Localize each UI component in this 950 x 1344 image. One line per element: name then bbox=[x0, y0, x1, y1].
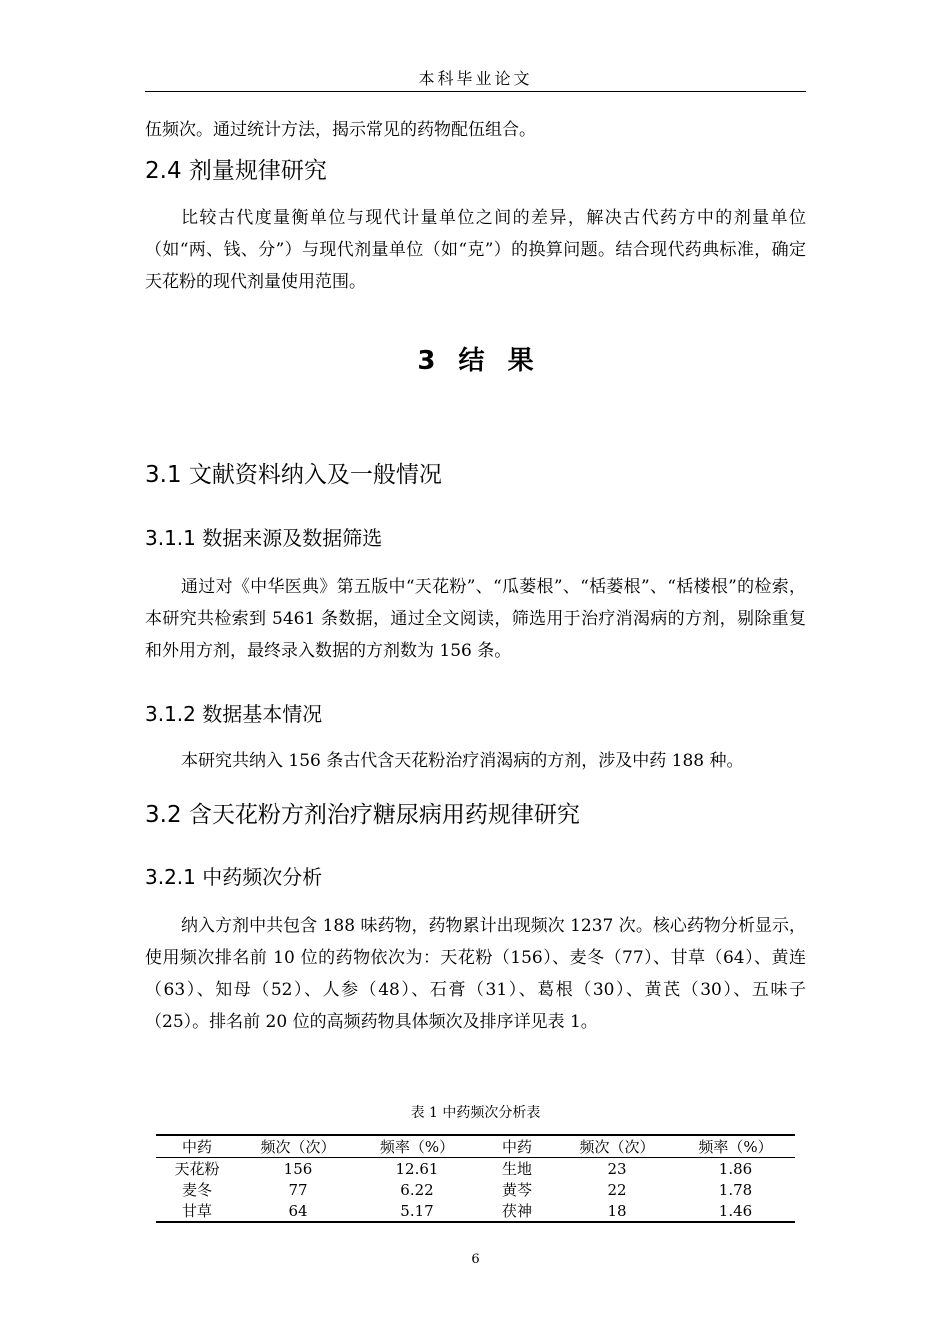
table-cell: 77 bbox=[288, 1180, 308, 1199]
page-number: 6 bbox=[471, 1252, 480, 1267]
column-header: 频次（次） bbox=[558, 1135, 676, 1158]
table-1-caption: 表 1 中药频次分析表 bbox=[410, 1105, 541, 1121]
section-2-4-paragraph: 比较古代度量衡单位与现代计量单位之间的差异，解决古代药方中的剂量单位（如“两、钱、分”）与现代剂量单位（如“克”）的换算问题。结合现代药典标准，确定天花粉的现代剂量使用范围。 bbox=[145, 208, 806, 292]
section-3-1-1-paragraph: 通过对《中华医典》第五版中“天花粉”、“瓜蒌根”、“栝蒌根”、“栝楼根”的检索，本研究共检索到 5461 条数据，通过全文阅读，筛选用于治疗消渴病的方剂，剔除重复和外用方剂，最终录入数据的方剂数为 156 条。 bbox=[145, 577, 806, 661]
section-3-2-1-heading: 3.2.1 中药频次分析 bbox=[145, 865, 323, 889]
section-3-2-heading: 3.2 含天花粉方剂治疗糖尿病用药规律研究 bbox=[145, 802, 580, 828]
table-cell: 5.17 bbox=[400, 1201, 434, 1220]
column-header: 频率（%） bbox=[358, 1135, 476, 1158]
table-row bbox=[156, 1179, 795, 1200]
section-3-1-2-heading: 3.1.2 数据基本情况 bbox=[145, 702, 323, 726]
table-cell: 6.22 bbox=[400, 1180, 434, 1199]
column-header: 中药 bbox=[476, 1135, 558, 1158]
page-header-title: 本科毕业论文 bbox=[418, 69, 533, 88]
section-3-1-2-paragraph: 本研究共纳入 156 条古代含天花粉治疗消渴病的方剂，涉及中药 188 种。 bbox=[181, 751, 744, 771]
table-cell: 22 bbox=[607, 1180, 627, 1199]
table-cell: 1.78 bbox=[718, 1180, 753, 1199]
table-cell: 甘草 bbox=[181, 1202, 212, 1220]
table-cell: 1.46 bbox=[718, 1201, 753, 1220]
table-cell: 12.61 bbox=[395, 1159, 439, 1178]
table-cell: 1.86 bbox=[718, 1159, 753, 1178]
chapter-3-heading: 3 结 果 bbox=[417, 346, 534, 376]
table-row bbox=[156, 1158, 795, 1180]
section-2-4-heading: 2.4 剂量规律研究 bbox=[145, 158, 327, 184]
section-3-1-heading: 3.1 文献资料纳入及一般情况 bbox=[145, 462, 442, 488]
table-cell: 天花粉 bbox=[174, 1160, 220, 1178]
header-rule bbox=[145, 91, 806, 92]
section-3-2-1-paragraph: 纳入方剂中共包含 188 味药物，药物累计出现频次 1237 次。核心药物分析显示，使用频次排名前 10 位的药物依次为：天花粉（156）、麦冬（77）、甘草（64）、黄连（63）、知母（52）、人参（48）、石膏（31）、葛根（30）、黄芪（30）、五味子（25）。排名前 20 位的高频药物具体频次及排序详见表 1。 bbox=[145, 916, 806, 1032]
table-cell: 麦冬 bbox=[181, 1181, 212, 1199]
section-3-1-1-heading: 3.1.1 数据来源及数据筛选 bbox=[145, 526, 383, 550]
column-header: 频次（次） bbox=[238, 1135, 358, 1158]
herb-frequency-table bbox=[156, 1134, 795, 1223]
table-cell: 23 bbox=[607, 1159, 627, 1178]
continuation-paragraph: 伍频次。通过统计方法，揭示常见的药物配伍组合。 bbox=[145, 120, 536, 140]
table-header-row bbox=[156, 1135, 795, 1158]
table-cell: 18 bbox=[607, 1201, 627, 1220]
column-header: 频率（%） bbox=[676, 1135, 795, 1158]
table-row bbox=[156, 1200, 795, 1222]
table-cell: 生地 bbox=[501, 1160, 532, 1178]
column-header: 中药 bbox=[156, 1135, 238, 1158]
table-cell: 156 bbox=[283, 1159, 313, 1178]
table-cell: 茯神 bbox=[501, 1202, 532, 1220]
table-cell: 黄芩 bbox=[501, 1181, 532, 1199]
table-cell: 64 bbox=[288, 1201, 308, 1220]
